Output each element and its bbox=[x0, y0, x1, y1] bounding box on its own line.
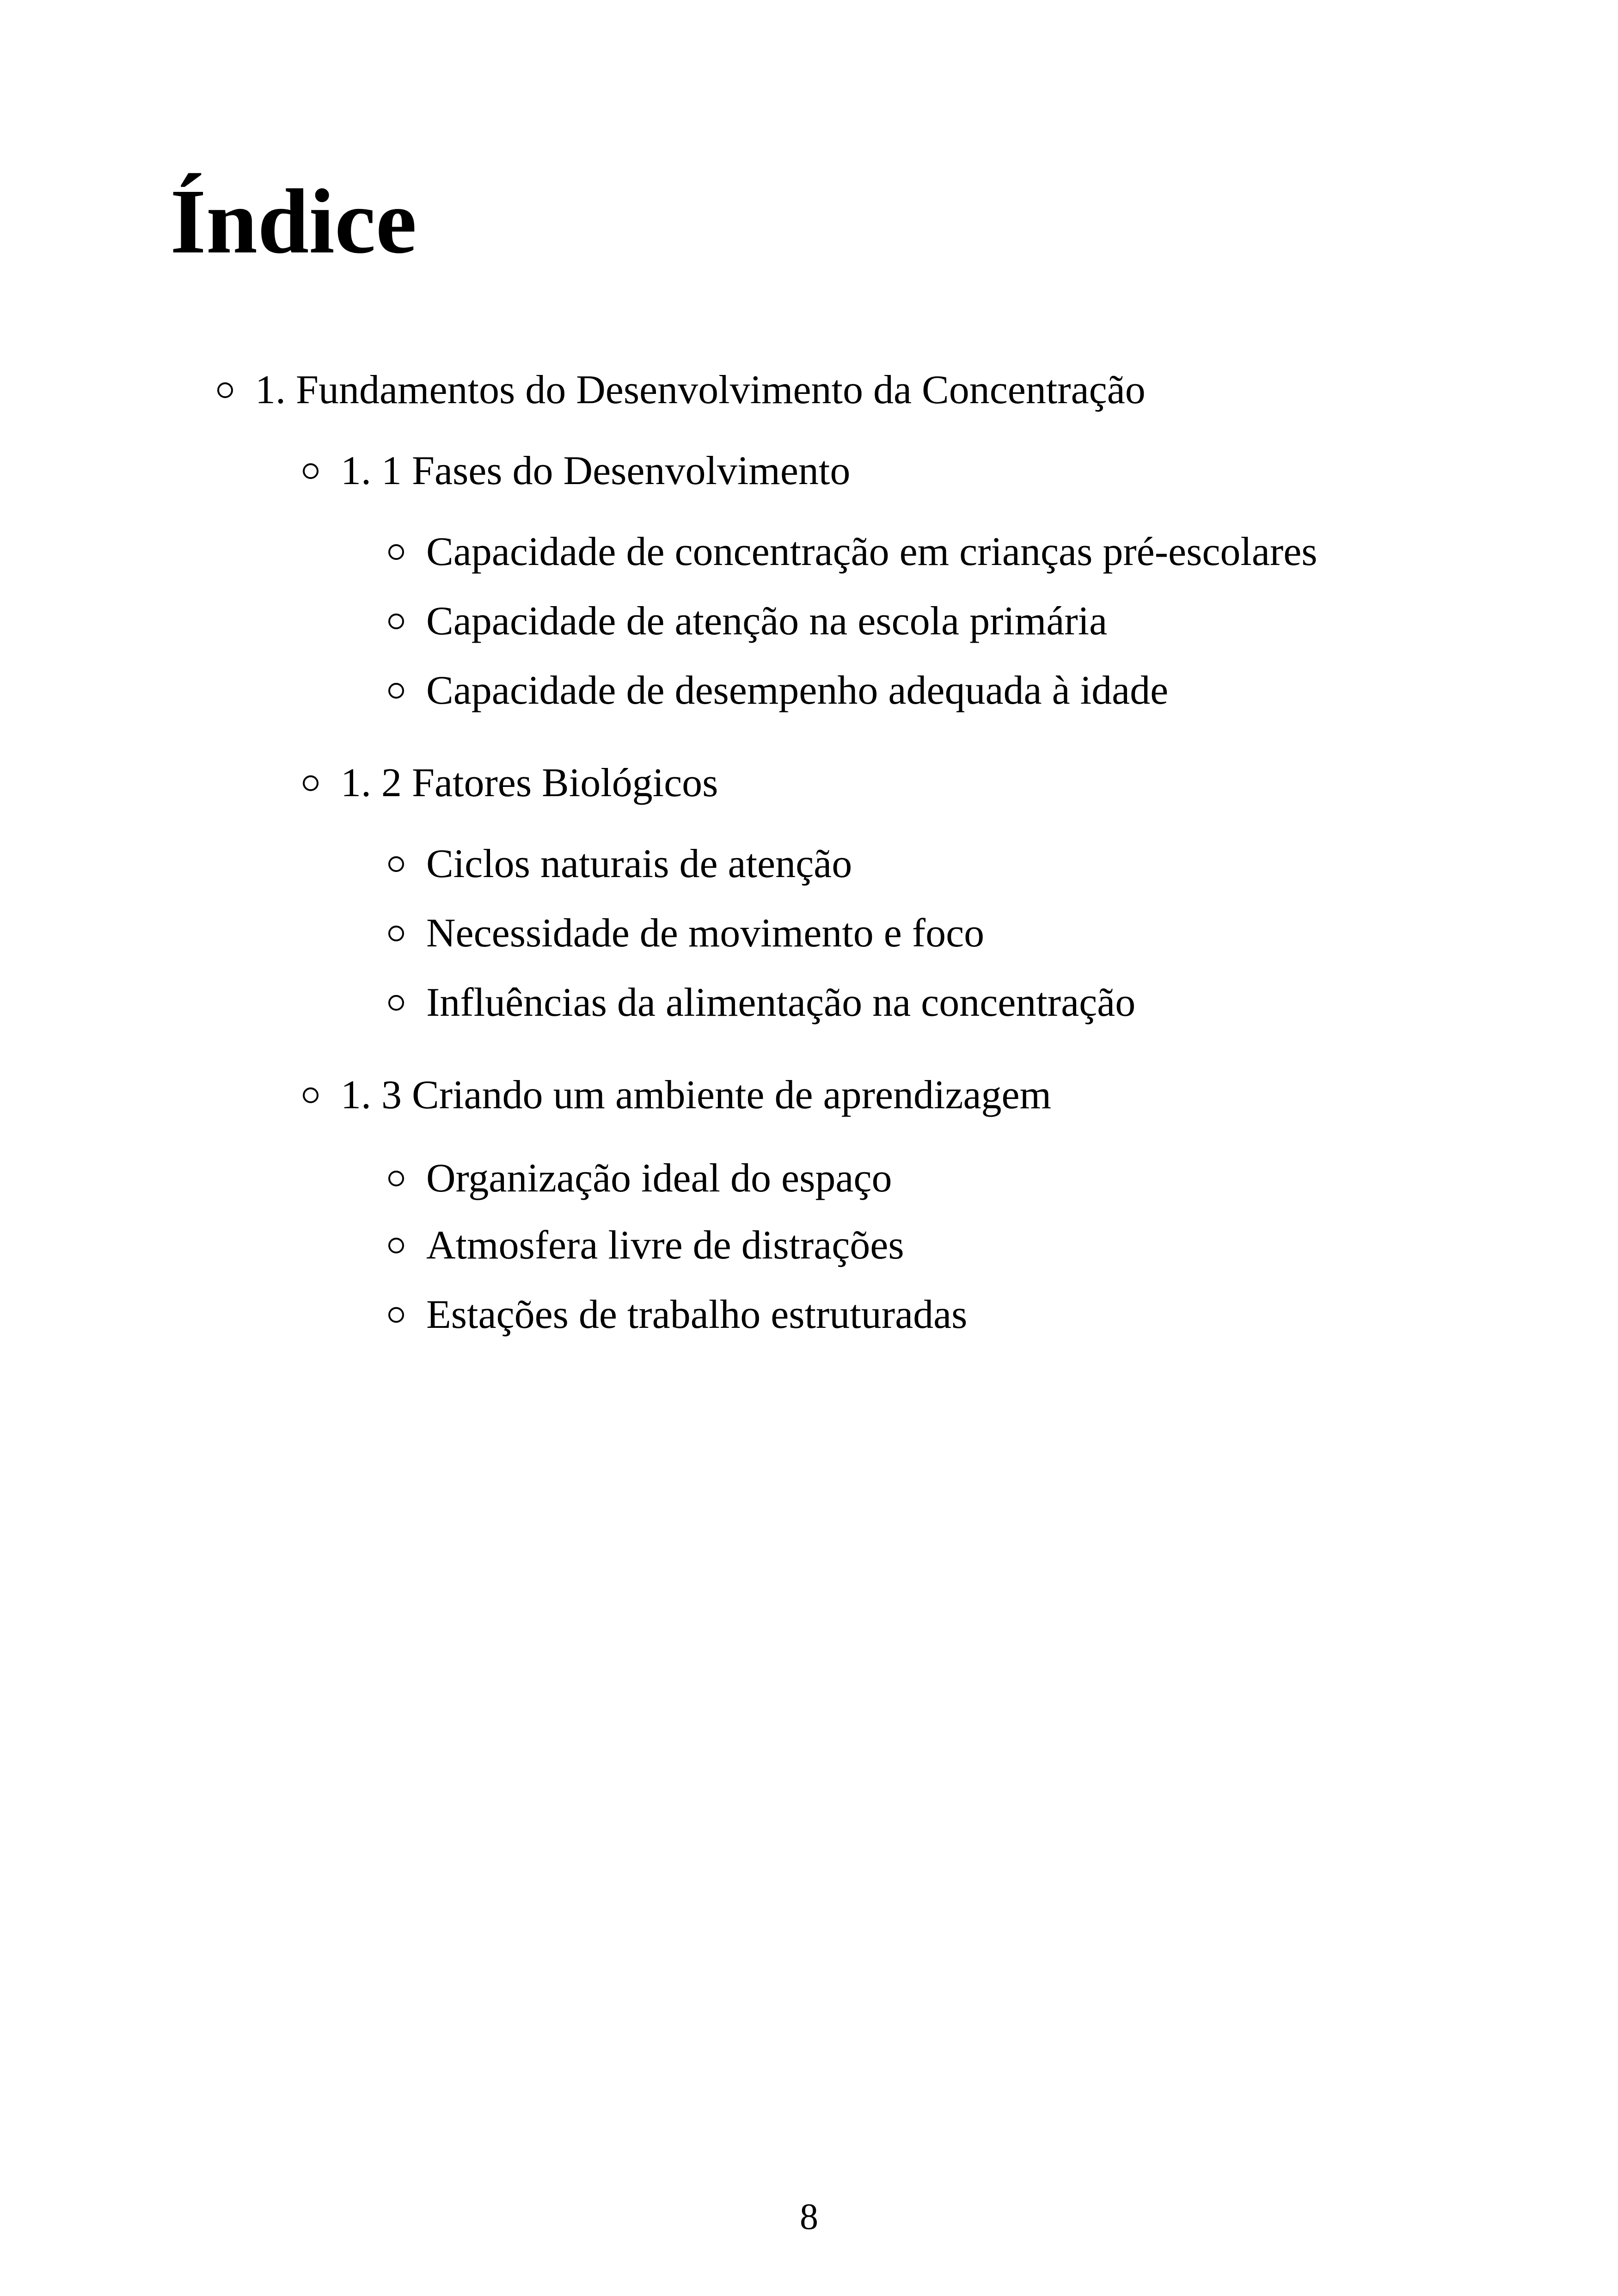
toc-item-label: Capacidade de desempenho adequada à idade bbox=[426, 668, 1169, 713]
circle-bullet-icon bbox=[388, 683, 404, 699]
circle-bullet-icon bbox=[303, 1087, 319, 1103]
circle-bullet-icon bbox=[217, 382, 233, 398]
toc-item-label: Necessidade de movimento e foco bbox=[426, 911, 985, 956]
toc-item[interactable] bbox=[388, 1292, 968, 1337]
circle-bullet-icon bbox=[388, 1171, 404, 1186]
toc-item[interactable] bbox=[388, 670, 1168, 711]
toc-section-label: 1. 1 Fases do Desenvolvimento bbox=[341, 448, 851, 493]
toc-section-1-1[interactable] bbox=[303, 448, 851, 493]
circle-bullet-icon bbox=[388, 544, 404, 560]
toc-chapter-label: 1. Fundamentos do Desenvolvimento da Concentração bbox=[255, 368, 1146, 412]
toc-item-label: Capacidade de atenção na escola primária bbox=[426, 599, 1108, 644]
toc-item[interactable] bbox=[388, 601, 1107, 642]
toc-item[interactable] bbox=[388, 529, 1318, 574]
toc-section-label: 1. 2 Fatores Biológicos bbox=[341, 761, 718, 805]
circle-bullet-icon bbox=[388, 856, 404, 872]
circle-bullet-icon bbox=[303, 463, 319, 479]
toc-item[interactable] bbox=[388, 841, 852, 886]
toc-item-label: Organização ideal do espaço bbox=[426, 1156, 892, 1201]
toc-section-1-3[interactable] bbox=[303, 1075, 1051, 1116]
toc-item[interactable] bbox=[388, 1225, 904, 1266]
toc-item-label: Estações de trabalho estruturadas bbox=[426, 1292, 968, 1337]
toc-item[interactable] bbox=[388, 982, 1135, 1023]
toc-item-label: Capacidade de concentração em crianças pré-escolares bbox=[426, 529, 1318, 574]
circle-bullet-icon bbox=[388, 614, 404, 629]
circle-bullet-icon bbox=[388, 1238, 404, 1253]
toc-item[interactable] bbox=[388, 913, 984, 954]
circle-bullet-icon bbox=[388, 1307, 404, 1323]
toc-item-label: Atmosfera livre de distrações bbox=[426, 1223, 904, 1268]
toc-section-label: 1. 3 Criando um ambiente de aprendizagem bbox=[341, 1073, 1052, 1117]
page-number: 8 bbox=[800, 2197, 818, 2237]
circle-bullet-icon bbox=[303, 775, 319, 791]
toc-item[interactable] bbox=[388, 1158, 892, 1199]
circle-bullet-icon bbox=[388, 926, 404, 941]
toc-chapter-1[interactable] bbox=[217, 370, 1146, 411]
toc-item-label: Influências da alimentação na concentração bbox=[426, 980, 1136, 1025]
toc-section-1-2[interactable] bbox=[303, 763, 718, 804]
toc-item-label: Ciclos naturais de atenção bbox=[426, 841, 852, 886]
circle-bullet-icon bbox=[388, 995, 404, 1011]
page-title: Índice bbox=[170, 171, 417, 273]
